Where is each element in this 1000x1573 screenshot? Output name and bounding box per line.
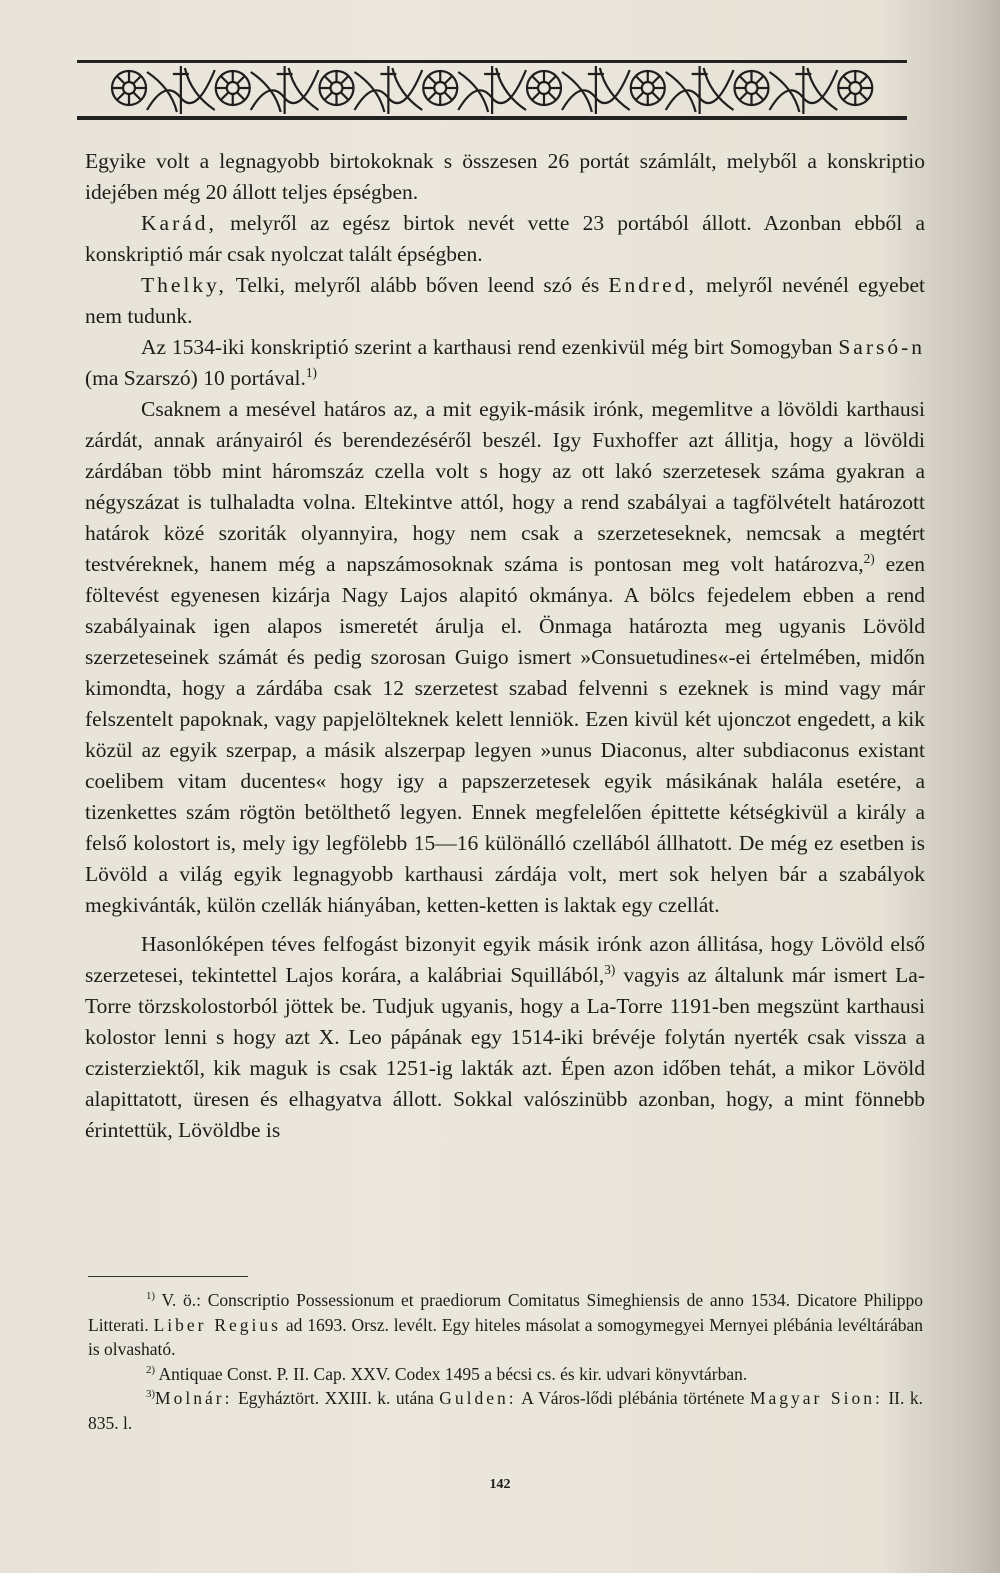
page-number: 142	[489, 1477, 511, 1492]
footnote: $^{3)}$Molnár: Egyháztört. XXIII. k. utána Gulden: A Város-lődi plébánia története Magyar Sion: II. k. 835. l.	[88, 1388, 923, 1433]
leaf-scroll-icon	[666, 66, 734, 114]
paragraph: Hasonlóképen téves felfogást bizonyit egyik másik irónk azon állitása, hogy Lövöld első szerzetesei, tekintettel Lajos korára, a kalábriai Squillából,$^{3)}$ vagyis az általunk már ismert La-Torre törzskolostorból jöttek be. Tudjuk ugyanis, hogy a La-Torre 1191-ben megszünt karthausi kolostor lenni s hogy azt X. Leo pápának egy 1514-iki brévéje folytán nyerték csak vissza a czisterziektől, kik maguk is csak 1251-ig lakták azt. Épen azon időben tehát, a mikor Lövöld alapittatott, üresen és elhagyatva állott. Sokkal valószinübb azonban, hogy, a mint fönnebb érintettük, Lövöldbe is	[85, 932, 925, 1142]
footnotes	[88, 1288, 923, 1435]
paragraph: Thelky, Telki, melyről alább bőven leend szó és Endred, melyről nevénél egyebet nem tudunk.	[85, 273, 925, 328]
body-text	[85, 146, 925, 1146]
leaf-scroll-icon	[147, 66, 215, 114]
footnote-ref: 1)	[305, 364, 317, 380]
footnote-ref: 2)	[863, 550, 875, 566]
rosette-icon	[320, 71, 354, 105]
footnote: $^{2)}$ Antiquae Const. P. II. Cap. XXV. Codex 1495 a bécsi cs. és kir. udvari könyvtárban.	[146, 1363, 748, 1384]
leaf-scroll-icon	[458, 66, 526, 114]
rosette-icon	[735, 71, 769, 105]
rosette-icon	[112, 71, 146, 105]
paragraph: Csaknem a mesével határos az, a mit egyik-másik irónk, megemlitve a lövöldi karthausi zárdát, annak arányairól és berendezéséről beszél. Igy Fuxhoffer azt állitja, hogy a lövöldi zárdában több mint háromszáz czella volt s hogy az ott lakó szerzetesek száma gyakran a négyszázat is tulhaladta volna. Eltekintve attól, hogy a rend szabályai a tagfölvételt határozott határok közé szoriták olyannyira, hogy nem csak a szerzeteseknek, nemcsak a megtért testvéreknek, hanem még a napszámosoknak száma is pontosan meg volt határozva,$^{2)}$ ezen föltevést egyenesen kizárja Nagy Lajos alapitó okmánya. A bölcs fejedelem ebben a rend szabályainak igen alapos ismeretét árulja el. Önmaga határozta meg ugyanis Lövöld szerzeteseinek számát és pedig szorosan Guigo ismert »Consuetudines«-ei értelmében, midőn kimondta, hogy a zárdába csak 12 szerzetest szabad felvenni s ezeknek is mind vagy már felszentelt papoknak, vagy papjelölteknek kelett lenniök. Ezen kivül két ujonczot engedett, a kik közül az egyik szerpap, a másik alszerpap legyen »unus Diaconus, alter subdiaconus existant coelibem vitam ducentes« hogy igy a papszerzetesek egyik másikának halála esetére, a tizenkettes szám rögtön betölthető legyen. Ennek megfelelően épittette kétségkivül a király a felső kolostort is, mely igy legfölebb 15—16 különálló czellából állhatott. De még ez esetben is Lövöld a világ egyik legnagyobb karthausi zárdája volt, mert sok helyen bár a szabályok megkivánták, külön czellák hiányában, ketten-ketten is laktak egy czellát.	[85, 397, 925, 917]
rosette-icon	[838, 71, 872, 105]
rosette-icon	[527, 71, 561, 105]
leaf-scroll-icon	[251, 66, 319, 114]
paragraph: Az 1534-iki konskriptió szerint a karthausi rend ezenkivül még birt Somogyban Sarsó-n (ma Szarszó) 10 portával.$^{1)}$	[85, 335, 925, 390]
paragraph: Karád, melyről az egész birtok nevét vette 23 portából állott. Azonban ebből a konskriptió már csak nyolczat talált épségben.	[85, 211, 925, 266]
leaf-scroll-icon	[355, 66, 423, 114]
rosette-icon	[631, 71, 665, 105]
floral-border-ornament	[77, 58, 907, 122]
rosette-icon	[216, 71, 250, 105]
leaf-scroll-icon	[770, 66, 838, 114]
paragraph: Egyike volt a legnagyobb birtokoknak s összesen 26 portát számlált, melyből a konskriptio idejében még 20 állott teljes épségben.	[85, 149, 925, 204]
footnote-ref: 3)	[604, 961, 616, 977]
footnote-divider	[88, 1276, 248, 1277]
leaf-scroll-icon	[562, 66, 630, 114]
rosette-icon	[423, 71, 457, 105]
footnote: $^{1)}$ V. ö.: Conscriptio Possessionum et praediorum Comitatus Simeghiensis de anno 1534. Dicatore Philippo Litterati. Liber Regius ad 1693. Orsz. levélt. Egy hiteles másolat a somogymegyei Mernyei plébánia levéltárában is olvasható.	[88, 1290, 923, 1359]
